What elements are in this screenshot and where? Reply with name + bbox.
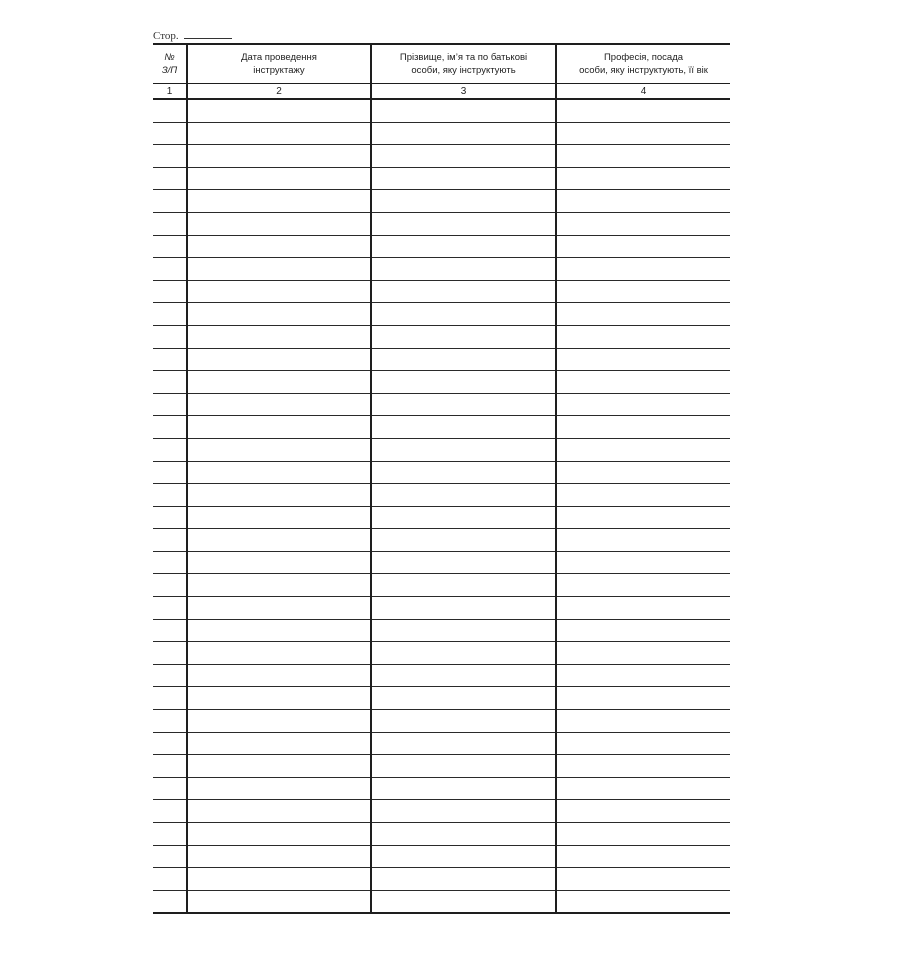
cell-number[interactable] [153, 890, 187, 913]
cell-profession[interactable] [556, 619, 730, 642]
cell-number[interactable] [153, 416, 187, 439]
header-date [187, 44, 371, 84]
cell-date[interactable] [187, 325, 371, 348]
table-row [153, 484, 730, 507]
cell-date[interactable] [187, 529, 371, 552]
cell-full-name[interactable] [371, 732, 556, 755]
cell-profession[interactable] [556, 212, 730, 235]
table-row [153, 371, 730, 394]
cell-date[interactable] [187, 732, 371, 755]
cell-number[interactable] [153, 506, 187, 529]
cell-number[interactable] [153, 99, 187, 122]
cell-full-name[interactable] [371, 777, 556, 800]
cell-profession[interactable] [556, 280, 730, 303]
cell-date[interactable] [187, 619, 371, 642]
header-number [153, 44, 187, 84]
cell-full-name[interactable] [371, 122, 556, 145]
cell-full-name[interactable] [371, 506, 556, 529]
cell-full-name[interactable] [371, 280, 556, 303]
table-row [153, 800, 730, 823]
cell-number[interactable] [153, 574, 187, 597]
table-row [153, 303, 730, 326]
table-row [153, 280, 730, 303]
cell-date[interactable] [187, 371, 371, 394]
cell-profession[interactable] [556, 99, 730, 122]
table-row [153, 190, 730, 213]
cell-profession[interactable] [556, 732, 730, 755]
header-profession-line2: особи, яку інструктують, її вік [579, 65, 708, 76]
table-row [153, 461, 730, 484]
cell-full-name[interactable] [371, 461, 556, 484]
cell-full-name[interactable] [371, 393, 556, 416]
cell-profession[interactable] [556, 868, 730, 891]
column-number-1: 1 [153, 84, 187, 100]
cell-number[interactable] [153, 461, 187, 484]
cell-number[interactable] [153, 145, 187, 168]
cell-date[interactable] [187, 190, 371, 213]
table-row [153, 506, 730, 529]
cell-number[interactable] [153, 777, 187, 800]
cell-full-name[interactable] [371, 845, 556, 868]
header-full-name-line1: Прізвище, ім’я та по батькові [399, 52, 528, 63]
table-row [153, 868, 730, 891]
cell-number[interactable] [153, 823, 187, 846]
table-row [153, 167, 730, 190]
table-row [153, 732, 730, 755]
cell-number[interactable] [153, 484, 187, 507]
header-full-name [371, 44, 556, 84]
cell-full-name[interactable] [371, 484, 556, 507]
column-number-4: 4 [556, 84, 730, 100]
table-row [153, 687, 730, 710]
table-row [153, 710, 730, 733]
cell-profession[interactable] [556, 167, 730, 190]
cell-number[interactable] [153, 235, 187, 258]
cell-full-name[interactable] [371, 890, 556, 913]
cell-date[interactable] [187, 823, 371, 846]
cell-date[interactable] [187, 393, 371, 416]
cell-profession[interactable] [556, 823, 730, 846]
cell-number[interactable] [153, 551, 187, 574]
table-row [153, 642, 730, 665]
cell-full-name[interactable] [371, 597, 556, 620]
cell-full-name[interactable] [371, 800, 556, 823]
table-row [153, 755, 730, 778]
table-row [153, 551, 730, 574]
cell-profession[interactable] [556, 890, 730, 913]
cell-profession[interactable] [556, 642, 730, 665]
cell-profession[interactable] [556, 190, 730, 213]
cell-date[interactable] [187, 235, 371, 258]
cell-profession[interactable] [556, 393, 730, 416]
page-number-blank[interactable] [184, 28, 232, 39]
cell-number[interactable] [153, 710, 187, 733]
cell-profession[interactable] [556, 303, 730, 326]
cell-profession[interactable] [556, 664, 730, 687]
cell-date[interactable] [187, 890, 371, 913]
header-number-line1: № [164, 52, 175, 63]
cell-date[interactable] [187, 642, 371, 665]
cell-date[interactable] [187, 574, 371, 597]
cell-profession[interactable] [556, 438, 730, 461]
cell-profession[interactable] [556, 145, 730, 168]
cell-profession[interactable] [556, 325, 730, 348]
table-row [153, 325, 730, 348]
header-full-name-line2: особи, яку інструктують [411, 65, 516, 76]
table-row [153, 529, 730, 552]
cell-date[interactable] [187, 348, 371, 371]
header-row [153, 44, 730, 84]
page-label-text: Стор. [153, 30, 179, 42]
cell-number[interactable] [153, 755, 187, 778]
table-body [153, 99, 730, 913]
cell-date[interactable] [187, 800, 371, 823]
table-row [153, 890, 730, 913]
cell-date[interactable] [187, 438, 371, 461]
cell-number[interactable] [153, 190, 187, 213]
cell-number[interactable] [153, 732, 187, 755]
cell-date[interactable] [187, 303, 371, 326]
cell-number[interactable] [153, 258, 187, 281]
table-row [153, 348, 730, 371]
cell-date[interactable] [187, 710, 371, 733]
table-row [153, 664, 730, 687]
cell-date[interactable] [187, 212, 371, 235]
cell-full-name[interactable] [371, 687, 556, 710]
cell-profession[interactable] [556, 597, 730, 620]
header-profession [556, 44, 730, 84]
cell-date[interactable] [187, 122, 371, 145]
table-row [153, 122, 730, 145]
cell-date[interactable] [187, 258, 371, 281]
cell-profession[interactable] [556, 777, 730, 800]
cell-number[interactable] [153, 393, 187, 416]
cell-number[interactable] [153, 529, 187, 552]
cell-number[interactable] [153, 597, 187, 620]
cell-number[interactable] [153, 212, 187, 235]
cell-profession[interactable] [556, 348, 730, 371]
cell-date[interactable] [187, 755, 371, 778]
header-profession-line1: Професія, посада [603, 52, 684, 63]
cell-number[interactable] [153, 619, 187, 642]
cell-date[interactable] [187, 687, 371, 710]
cell-number[interactable] [153, 642, 187, 665]
cell-date[interactable] [187, 99, 371, 122]
column-number-3: 3 [371, 84, 556, 100]
cell-full-name[interactable] [371, 303, 556, 326]
column-number-row [153, 84, 730, 100]
cell-profession[interactable] [556, 574, 730, 597]
cell-number[interactable] [153, 687, 187, 710]
cell-profession[interactable] [556, 551, 730, 574]
cell-number[interactable] [153, 800, 187, 823]
cell-full-name[interactable] [371, 212, 556, 235]
cell-full-name[interactable] [371, 823, 556, 846]
cell-full-name[interactable] [371, 348, 556, 371]
cell-number[interactable] [153, 325, 187, 348]
cell-full-name[interactable] [371, 755, 556, 778]
cell-date[interactable] [187, 777, 371, 800]
cell-full-name[interactable] [371, 438, 556, 461]
header-number-line2: З/П [161, 65, 178, 76]
table-row [153, 212, 730, 235]
cell-number[interactable] [153, 371, 187, 394]
cell-number[interactable] [153, 438, 187, 461]
cell-full-name[interactable] [371, 167, 556, 190]
cell-profession[interactable] [556, 122, 730, 145]
cell-number[interactable] [153, 868, 187, 891]
cell-full-name[interactable] [371, 664, 556, 687]
cell-number[interactable] [153, 845, 187, 868]
cell-full-name[interactable] [371, 190, 556, 213]
table-row [153, 393, 730, 416]
cell-profession[interactable] [556, 845, 730, 868]
cell-number[interactable] [153, 348, 187, 371]
cell-profession[interactable] [556, 416, 730, 439]
table-row [153, 235, 730, 258]
cell-full-name[interactable] [371, 710, 556, 733]
cell-date[interactable] [187, 145, 371, 168]
cell-profession[interactable] [556, 371, 730, 394]
cell-full-name[interactable] [371, 642, 556, 665]
cell-full-name[interactable] [371, 574, 556, 597]
cell-full-name[interactable] [371, 619, 556, 642]
header-date-line1: Дата проведення [241, 52, 317, 63]
table-row [153, 438, 730, 461]
cell-profession[interactable] [556, 258, 730, 281]
cell-date[interactable] [187, 461, 371, 484]
cell-full-name[interactable] [371, 235, 556, 258]
cell-profession[interactable] [556, 800, 730, 823]
cell-profession[interactable] [556, 461, 730, 484]
cell-number[interactable] [153, 280, 187, 303]
cell-date[interactable] [187, 167, 371, 190]
cell-full-name[interactable] [371, 145, 556, 168]
cell-number[interactable] [153, 664, 187, 687]
cell-full-name[interactable] [371, 416, 556, 439]
cell-full-name[interactable] [371, 868, 556, 891]
cell-profession[interactable] [556, 755, 730, 778]
header-date-line2: інструктажу [253, 65, 305, 76]
table-row [153, 845, 730, 868]
cell-number[interactable] [153, 167, 187, 190]
table-row [153, 823, 730, 846]
table-row [153, 597, 730, 620]
cell-profession[interactable] [556, 484, 730, 507]
cell-profession[interactable] [556, 506, 730, 529]
cell-date[interactable] [187, 280, 371, 303]
cell-date[interactable] [187, 416, 371, 439]
cell-full-name[interactable] [371, 258, 556, 281]
cell-profession[interactable] [556, 710, 730, 733]
table-row [153, 777, 730, 800]
table-row [153, 145, 730, 168]
cell-date[interactable] [187, 845, 371, 868]
cell-full-name[interactable] [371, 99, 556, 122]
cell-profession[interactable] [556, 687, 730, 710]
cell-full-name[interactable] [371, 371, 556, 394]
cell-full-name[interactable] [371, 529, 556, 552]
instruction-journal-table [153, 43, 730, 914]
table-row [153, 99, 730, 122]
cell-date[interactable] [187, 868, 371, 891]
table-row [153, 574, 730, 597]
cell-date[interactable] [187, 597, 371, 620]
cell-number[interactable] [153, 122, 187, 145]
cell-profession[interactable] [556, 235, 730, 258]
cell-date[interactable] [187, 551, 371, 574]
cell-number[interactable] [153, 303, 187, 326]
cell-full-name[interactable] [371, 551, 556, 574]
cell-date[interactable] [187, 506, 371, 529]
cell-full-name[interactable] [371, 325, 556, 348]
table-row [153, 416, 730, 439]
cell-date[interactable] [187, 664, 371, 687]
cell-date[interactable] [187, 484, 371, 507]
page-number-label [153, 28, 232, 42]
cell-profession[interactable] [556, 529, 730, 552]
table-row [153, 258, 730, 281]
table-row [153, 619, 730, 642]
column-number-2: 2 [187, 84, 371, 100]
